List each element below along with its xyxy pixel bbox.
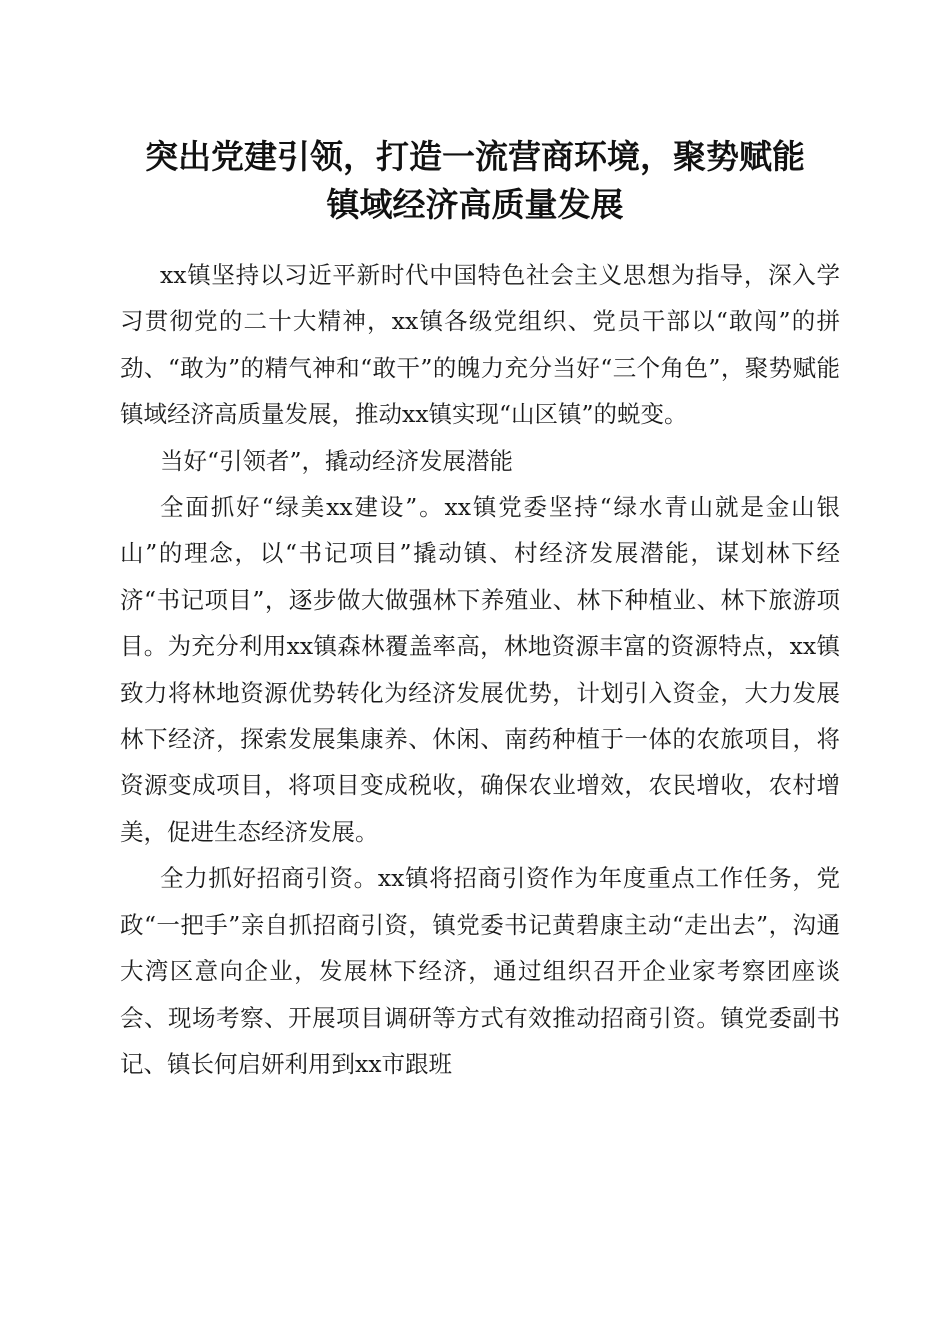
document-body xyxy=(120,252,840,1087)
paragraph-investment: 全力抓好招商引资。xx镇将招商引资作为年度重点工作任务，党政“一把手”亲自抓招商引资，镇党委书记黄碧康主动“走出去”，沟通大湾区意向企业，发展林下经济，通过组织召开企业家考察团座谈会、现场考察、开展项目调研等方式有效推动招商引资。镇党委副书记、镇长何启妍利用到xx市跟班 xyxy=(120,864,840,1078)
title-line-2: 镇域经济高质量发展 xyxy=(326,185,624,224)
title-line-1: 突出党建引领，打造一流营商环境，聚势赋能 xyxy=(145,137,805,176)
section-heading: 当好“引领者”，撬动经济发展潜能 xyxy=(160,446,514,475)
paragraph-green-construction: 全面抓好“绿美xx建设”。xx镇党委坚持“绿水青山就是金山银山”的理念，以“书记项目”撬动镇、村经济发展潜能，谋划林下经济“书记项目”，逐步做大做强林下养殖业、林下种植业、林下旅游项目。为充分利用xx镇森林覆盖率高，林地资源丰富的资源特点，xx镇致力将林地资源优势转化为经济发展优势，计划引入资金，大力发展林下经济，探索发展集康养、休闲、南药种植于一体的农旅项目，将资源变成项目，将项目变成税收，确保农业增效，农民增收，农村增美，促进生态经济发展。 xyxy=(120,493,840,846)
paragraph-intro: xx镇坚持以习近平新时代中国特色社会主义思想为指导，深入学习贯彻党的二十大精神，xx镇各级党组织、党员干部以“敢闯”的拼劲、“敢为”的精气神和“敢干”的魄力充分当好“三个角色”，聚势赋能镇域经济高质量发展，推动xx镇实现“山区镇”的蜕变。 xyxy=(120,261,840,429)
document-title xyxy=(100,133,850,229)
